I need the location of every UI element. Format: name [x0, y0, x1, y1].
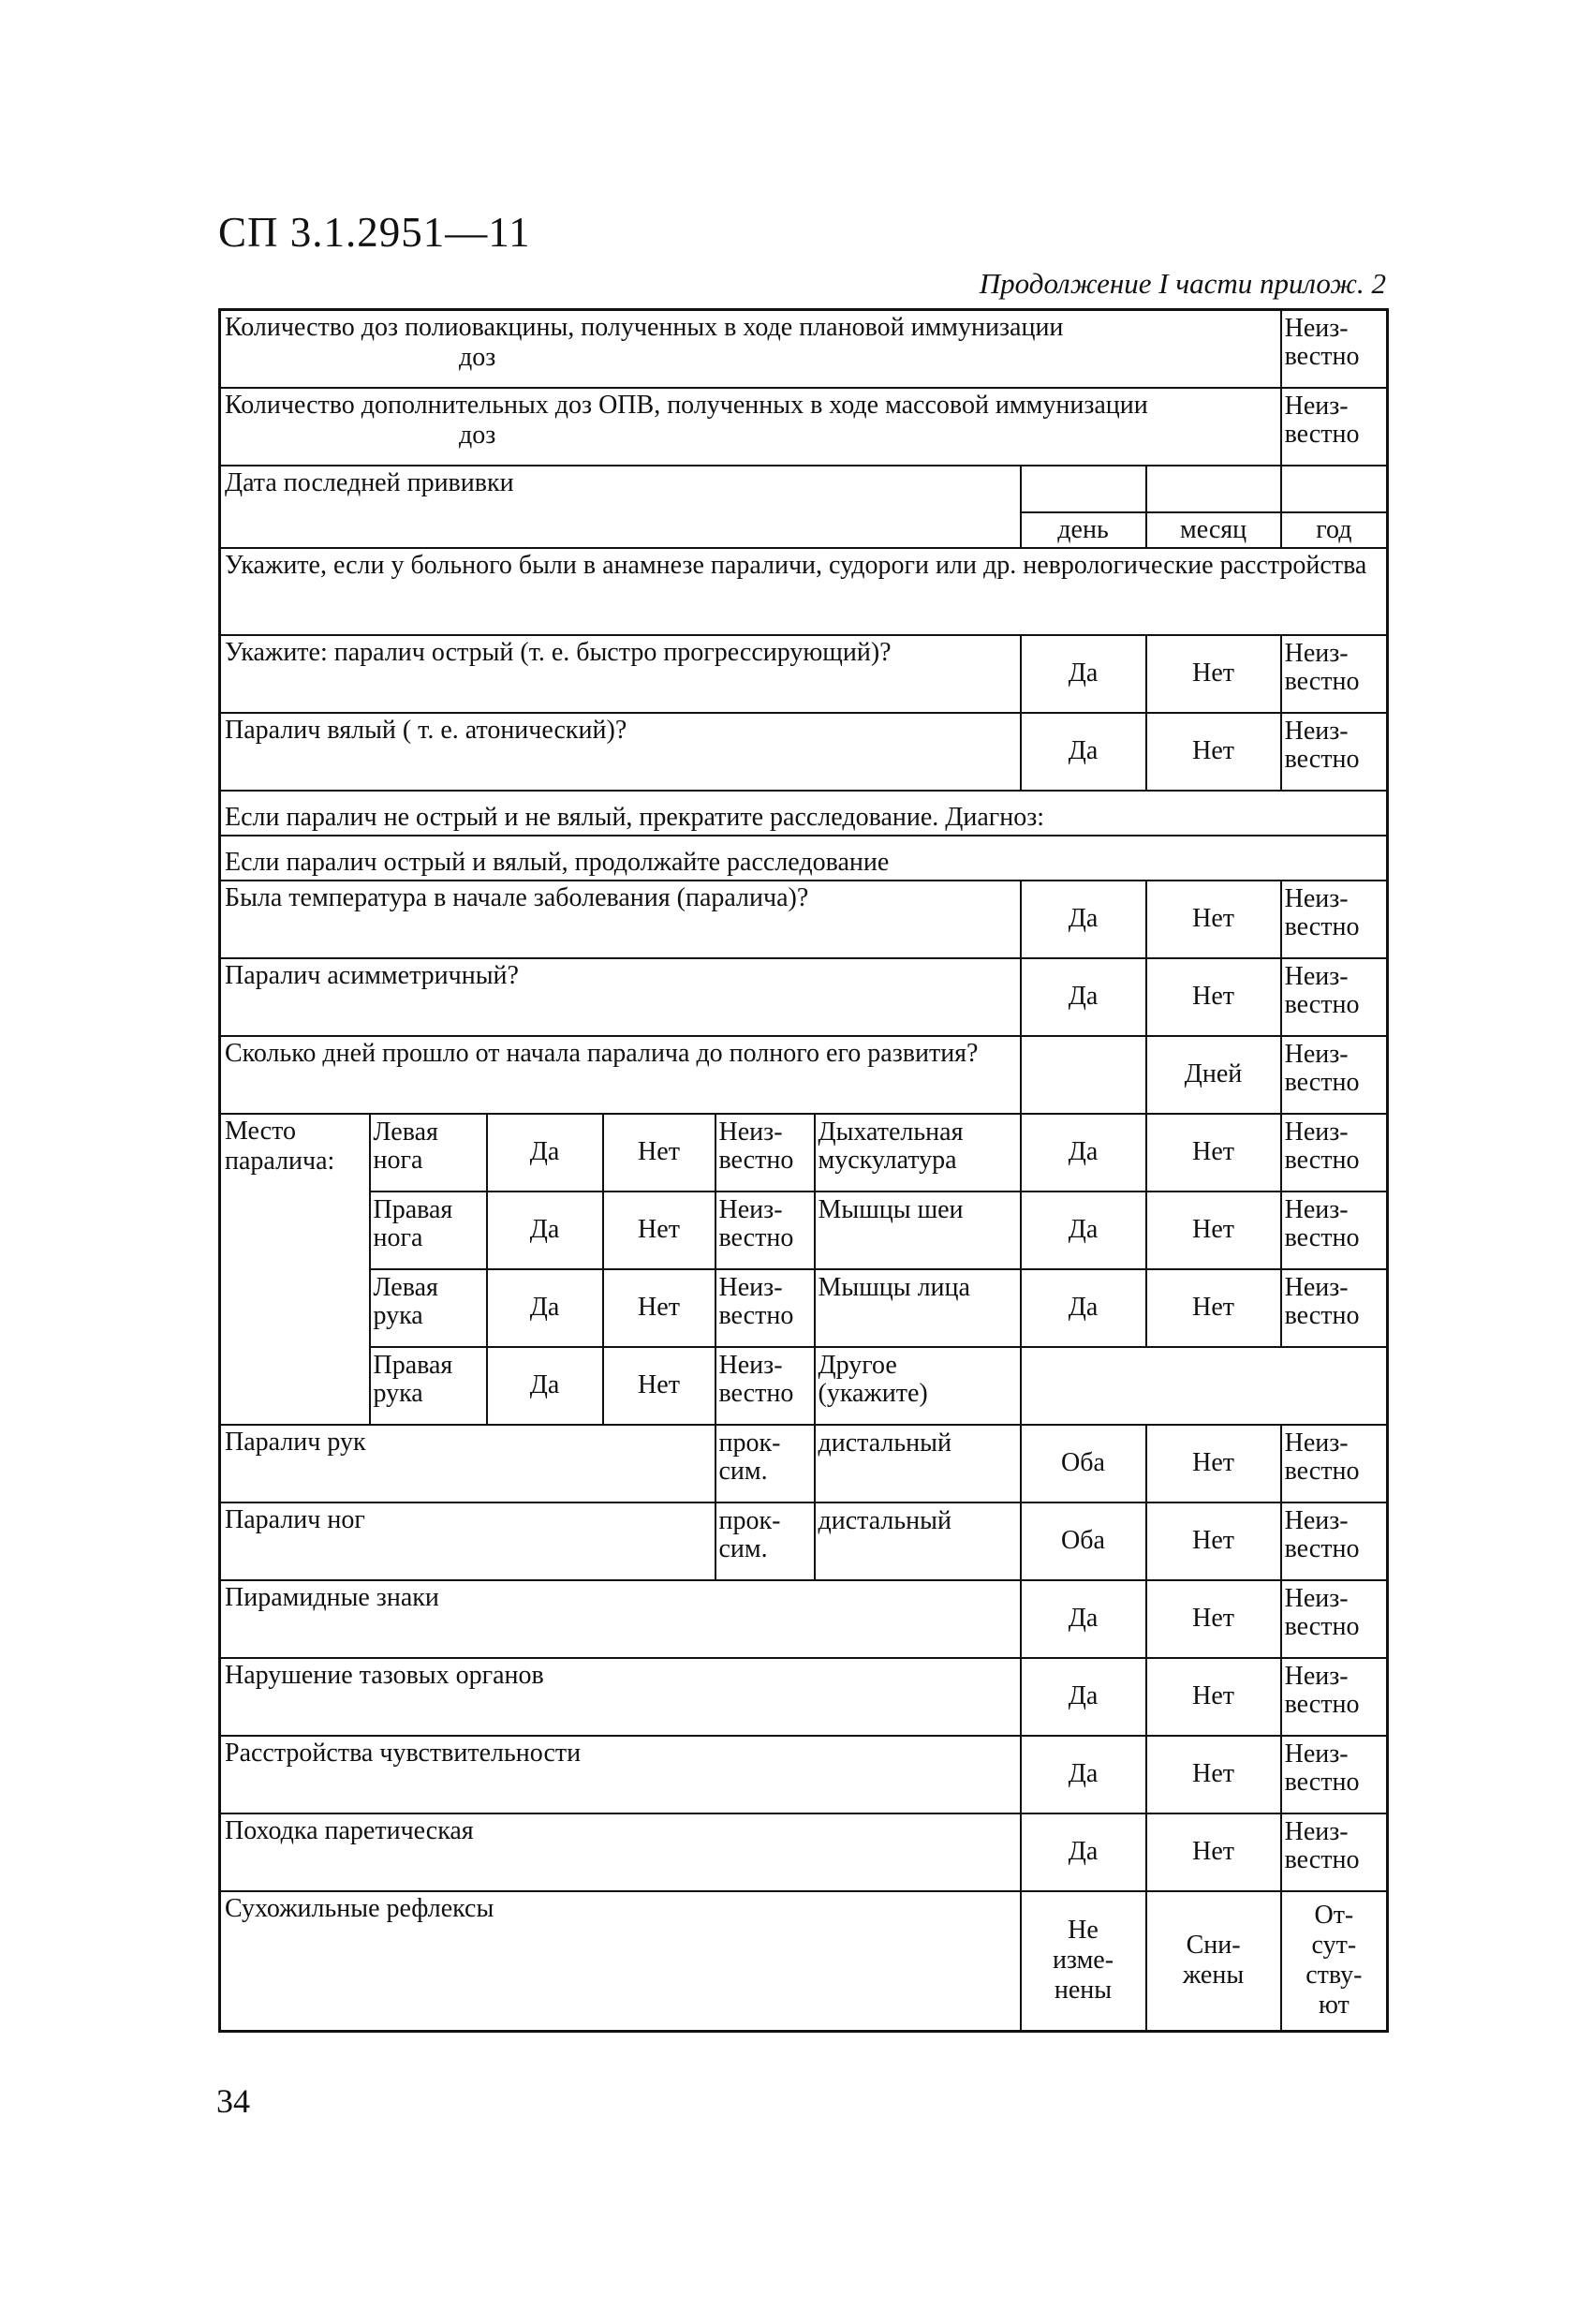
table-row — [220, 548, 1388, 635]
arms-unknown[interactable]: Неиз- вестно — [1281, 1425, 1388, 1502]
legs-proximal[interactable]: прок- сим. — [715, 1502, 815, 1580]
table-row — [220, 1813, 1388, 1891]
legs-unknown[interactable]: Неиз- вестно — [1281, 1502, 1388, 1580]
table-row — [220, 1036, 1388, 1114]
neck-label: Мышцы шеи — [815, 1192, 1021, 1269]
gait-no[interactable]: Нет — [1146, 1813, 1281, 1891]
respiratory-yes[interactable]: Да — [1021, 1114, 1146, 1192]
reflexes-reduced[interactable]: Сни- жены — [1146, 1891, 1281, 2032]
day-input[interactable] — [1021, 466, 1146, 512]
left-arm-no[interactable]: Нет — [603, 1269, 715, 1347]
gait-label: Походка паретическая — [220, 1813, 1021, 1891]
fever-no[interactable]: Нет — [1146, 881, 1281, 958]
pelvic-unknown[interactable]: Неиз- вестно — [1281, 1658, 1388, 1736]
doses-routine-label: Количество доз полиовакцины, полученных в ходе плановой иммунизации — [225, 313, 1064, 342]
table-row — [220, 958, 1388, 1036]
right-leg-unknown[interactable]: Неиз- вестно — [715, 1192, 815, 1269]
reflexes-absent[interactable]: От- сут- ству- ют — [1281, 1891, 1388, 2032]
right-leg-label: Правая нога — [370, 1192, 487, 1269]
asymmetric-unknown[interactable]: Неиз- вестно — [1281, 958, 1388, 1036]
continuation-note: Продолжение I части прилож. 2 — [979, 267, 1386, 300]
left-leg-yes[interactable]: Да — [487, 1114, 603, 1192]
site-label: Место паралича: — [220, 1114, 370, 1425]
right-arm-no[interactable]: Нет — [603, 1347, 715, 1425]
doses-mass-label: Количество дополнительных доз ОПВ, полученных в ходе массовой иммунизации — [225, 390, 1148, 420]
doses-routine-cell — [220, 310, 1281, 388]
legs-no[interactable]: Нет — [1146, 1502, 1281, 1580]
other-input[interactable] — [1021, 1347, 1388, 1425]
sensory-unknown[interactable]: Неиз- вестно — [1281, 1736, 1388, 1813]
acute-no[interactable]: Нет — [1146, 635, 1281, 713]
acute-yes[interactable]: Да — [1021, 635, 1146, 713]
acute-unknown[interactable]: Неиз- вестно — [1281, 635, 1388, 713]
pyramidal-no[interactable]: Нет — [1146, 1580, 1281, 1658]
days-unknown[interactable]: Неиз- вестно — [1281, 1036, 1388, 1114]
left-arm-yes[interactable]: Да — [487, 1269, 603, 1347]
stop-note: Если паралич не острый и не вялый, прекратите расследование. Диагноз: — [220, 791, 1388, 836]
face-unknown[interactable]: Неиз- вестно — [1281, 1269, 1388, 1347]
doses-routine-unit: доз — [459, 343, 496, 372]
reflexes-unchanged[interactable]: Не изме- нены — [1021, 1891, 1146, 2032]
continue-note: Если паралич острый и вялый, продолжайте расследование — [220, 836, 1388, 881]
table-row — [220, 310, 1388, 388]
table-row — [220, 1891, 1388, 2032]
acute-label: Укажите: паралич острый (т. е. быстро прогрессирующий)? — [220, 635, 1021, 713]
days-input[interactable] — [1021, 1036, 1146, 1114]
asymmetric-no[interactable]: Нет — [1146, 958, 1281, 1036]
document-code: СП 3.1.2951—11 — [218, 209, 531, 256]
right-arm-label: Правая рука — [370, 1347, 487, 1425]
neck-yes[interactable]: Да — [1021, 1192, 1146, 1269]
sensory-no[interactable]: Нет — [1146, 1736, 1281, 1813]
sensory-yes[interactable]: Да — [1021, 1736, 1146, 1813]
left-arm-unknown[interactable]: Неиз- вестно — [715, 1269, 815, 1347]
doses-mass-unit: доз — [459, 420, 496, 450]
days-to-full-label: Сколько дней прошло от начала паралича до полного его развития? — [220, 1036, 1021, 1114]
arms-distal[interactable]: дистальный — [815, 1425, 1021, 1502]
month-label: месяц — [1146, 512, 1281, 548]
table-row — [220, 713, 1388, 791]
left-leg-unknown[interactable]: Неиз- вестно — [715, 1114, 815, 1192]
table-row — [220, 1269, 1388, 1347]
neck-no[interactable]: Нет — [1146, 1192, 1281, 1269]
table-row — [220, 791, 1388, 836]
face-yes[interactable]: Да — [1021, 1269, 1146, 1347]
arms-no[interactable]: Нет — [1146, 1425, 1281, 1502]
table-row — [220, 1580, 1388, 1658]
fever-label: Была температура в начале заболевания (паралича)? — [220, 881, 1021, 958]
arms-proximal[interactable]: прок- сим. — [715, 1425, 815, 1502]
left-leg-no[interactable]: Нет — [603, 1114, 715, 1192]
table-row — [220, 635, 1388, 713]
table-row — [220, 1114, 1388, 1192]
year-label: год — [1281, 512, 1388, 548]
table-row — [220, 1658, 1388, 1736]
day-label: день — [1021, 512, 1146, 548]
legs-label: Паралич ног — [220, 1502, 715, 1580]
asymmetric-label: Паралич асимметричный? — [220, 958, 1021, 1036]
gait-unknown[interactable]: Неиз- вестно — [1281, 1813, 1388, 1891]
other-label: Другое (укажите) — [815, 1347, 1021, 1425]
legs-distal[interactable]: дистальный — [815, 1502, 1021, 1580]
pelvic-yes[interactable]: Да — [1021, 1658, 1146, 1736]
respiratory-unknown[interactable]: Неиз- вестно — [1281, 1114, 1388, 1192]
table-row — [220, 466, 1388, 512]
table-row — [220, 1425, 1388, 1502]
month-input[interactable] — [1146, 466, 1281, 512]
left-leg-label: Левая нога — [370, 1114, 487, 1192]
neck-unknown[interactable]: Неиз- вестно — [1281, 1192, 1388, 1269]
pyramidal-unknown[interactable]: Неиз- вестно — [1281, 1580, 1388, 1658]
right-arm-yes[interactable]: Да — [487, 1347, 603, 1425]
reflexes-label: Сухожильные рефлексы — [220, 1891, 1021, 2032]
respiratory-no[interactable]: Нет — [1146, 1114, 1281, 1192]
flaccid-no[interactable]: Нет — [1146, 713, 1281, 791]
fever-unknown[interactable]: Неиз- вестно — [1281, 881, 1388, 958]
asymmetric-yes[interactable]: Да — [1021, 958, 1146, 1036]
doses-mass-cell — [220, 388, 1281, 466]
pyramidal-yes[interactable]: Да — [1021, 1580, 1146, 1658]
face-no[interactable]: Нет — [1146, 1269, 1281, 1347]
right-leg-yes[interactable]: Да — [487, 1192, 603, 1269]
flaccid-yes[interactable]: Да — [1021, 713, 1146, 791]
right-leg-no[interactable]: Нет — [603, 1192, 715, 1269]
page-number: 34 — [216, 2082, 250, 2120]
arms-label: Паралич рук — [220, 1425, 715, 1502]
legs-both[interactable]: Оба — [1021, 1502, 1146, 1580]
gait-yes[interactable]: Да — [1021, 1813, 1146, 1891]
doses-routine-unknown[interactable]: Неиз- вестно — [1281, 310, 1388, 388]
face-label: Мышцы лица — [815, 1269, 1021, 1347]
days-label: Дней — [1146, 1036, 1281, 1114]
history-note: Укажите, если у больного были в анамнезе параличи, судороги или др. неврологические расстройства — [220, 548, 1388, 635]
table-row — [220, 881, 1388, 958]
flaccid-unknown[interactable]: Неиз- вестно — [1281, 713, 1388, 791]
investigation-form-table — [218, 308, 1389, 2033]
table-row — [220, 388, 1388, 466]
table-row — [220, 836, 1388, 881]
doses-mass-unknown[interactable]: Неиз- вестно — [1281, 388, 1388, 466]
year-input[interactable] — [1281, 466, 1388, 512]
last-vaccination-label: Дата последней прививки — [220, 466, 1021, 548]
table-row — [220, 1347, 1388, 1425]
sensory-label: Расстройства чувствительности — [220, 1736, 1021, 1813]
flaccid-label: Паралич вялый ( т. е. атонический)? — [220, 713, 1021, 791]
pyramidal-label: Пирамидные знаки — [220, 1580, 1021, 1658]
respiratory-label: Дыхательная мускулатура — [815, 1114, 1021, 1192]
arms-both[interactable]: Оба — [1021, 1425, 1146, 1502]
pelvic-label: Нарушение тазовых органов — [220, 1658, 1021, 1736]
table-row — [220, 1192, 1388, 1269]
left-arm-label: Левая рука — [370, 1269, 487, 1347]
right-arm-unknown[interactable]: Неиз- вестно — [715, 1347, 815, 1425]
table-row — [220, 1502, 1388, 1580]
pelvic-no[interactable]: Нет — [1146, 1658, 1281, 1736]
table-row — [220, 1736, 1388, 1813]
fever-yes[interactable]: Да — [1021, 881, 1146, 958]
